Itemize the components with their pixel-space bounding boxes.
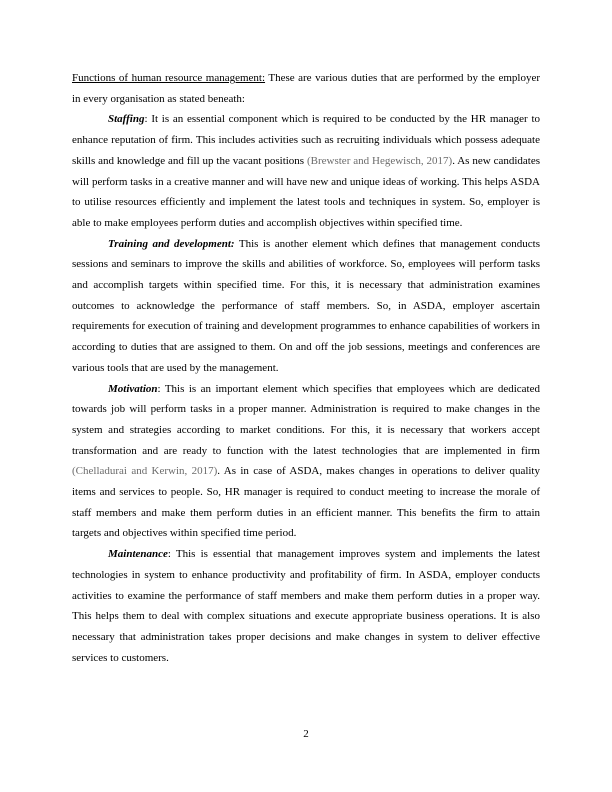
- section-heading: Functions of human resource management:: [72, 72, 266, 84]
- text-staffing: It is an essential component which is required to be conducted by the HR manager to enhance reputation of firm. This includes activities such as recruiting individuals which possess adequate skills and knowledge and fill up the vacant positions: [72, 113, 541, 167]
- separator: :: [144, 113, 152, 126]
- citation: (Chelladurai and Kerwin, 2017): [72, 465, 218, 478]
- text-motivation: This is an important element which specifies that employees which are dedicated towards job will perform tasks in a proper manner. Administration is required to make changes in the system and strategies according to market conditions. For this, it is necessary that workers accept transformation and are ready to function with the latest technologies that are implemented in firm: [72, 382, 540, 457]
- term-maintenance: Maintenance: [108, 548, 168, 561]
- text-maintenance: This is essential that management improves system and implements the latest technologies in system to enhance productivity and profitability of firm. In ASDA, employer conducts activities to examine the performance of staff members and make them perform duties in a proper way. This helps them to deal with complex situations and execute appropriate business operations. It is also necessary that administration takes proper decisions and make changes in system to deliver effective services to customers.: [72, 548, 541, 664]
- paragraph-staffing: [72, 109, 540, 233]
- intro-text: These are various duties that are performed by the employer in every organisation as stated beneath:: [72, 72, 540, 105]
- text-training: This is another element which defines that management conducts sessions and seminars to improve the skills and abilities of workforce. So, employees will perform tasks and accomplish targets within specified time. For this, it is necessary that administration examines outcomes to acknowledge the performance of staff members. So, in ASDA, employer ascertain requirements for execution of training and development programmes to enhance capabilities of workers in according to duties that are assigned to them. On and off the job sessions, meetings and conferences are various tools that are used by the management.: [72, 237, 540, 374]
- page-number: 2: [303, 728, 309, 740]
- paragraph-maintenance: [72, 544, 540, 668]
- body-text: [72, 68, 540, 668]
- term-training: Training and development:: [108, 237, 235, 250]
- separator: :: [157, 382, 165, 395]
- separator: :: [167, 548, 176, 561]
- citation: (Brewster and Hegewisch, 2017): [306, 154, 453, 167]
- term-staffing: Staffing: [108, 113, 145, 126]
- text-motivation-cont: . As in case of ASDA, makes changes in operations to deliver quality items and services to people. So, HR manager is required to conduct meeting to increase the morale of staff members and make them perform duties in an efficient manner. This benefits the firm to attain targets and objectives within specified time period.: [72, 465, 540, 540]
- text-staffing-cont: . As new candidates will perform tasks in a creative manner and will have new and unique ideas of working. This helps ASDA to utilise resources efficiently and implement the latest tools and techniques in system. So, employer is able to make employees perform duties and accomplish objectives within specified time.: [72, 154, 540, 229]
- intro-paragraph: [72, 68, 540, 109]
- term-motivation: Motivation: [108, 382, 158, 395]
- paragraph-training: [72, 234, 540, 379]
- paragraph-motivation: [72, 379, 540, 545]
